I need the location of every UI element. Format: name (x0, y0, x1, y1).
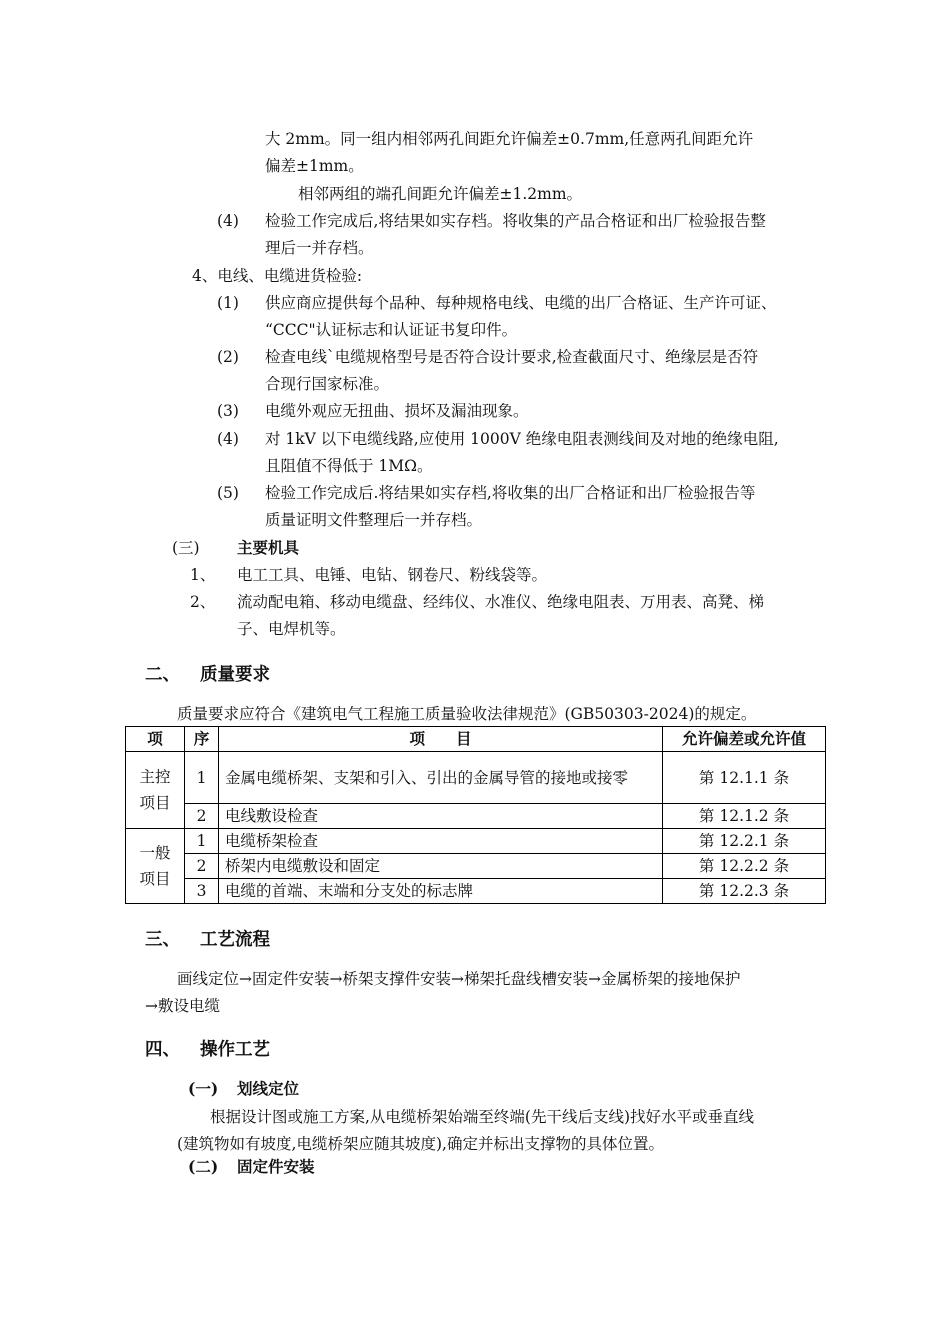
section-number: (一) (188, 1079, 219, 1098)
table-header: 项 (126, 727, 185, 752)
paragraph-line: 根据设计图或施工方案,从电缆桥架始端至终端(先干线后支线)找好水平或垂直线 (210, 1108, 755, 1126)
chapter-number: 二、 (145, 665, 180, 685)
chapter-number: 四、 (145, 1040, 180, 1060)
seq-cell: 2 (185, 804, 219, 829)
table-row (126, 854, 826, 879)
paragraph-line: 检验工作完成后,将结果如实存档。将收集的产品合格证和出厂检验报告整 (265, 212, 766, 230)
process-flow-line: 画线定位→固定件安装→桥架支撑件安装→梯架托盘线槽安装→金属桥架的接地保护 (177, 970, 741, 988)
subsection-heading: 4、电线、电缆进货检验: (192, 267, 363, 285)
list-item-text: 电工工具、电锤、电钻、钢卷尺、粉线袋等。 (237, 566, 548, 584)
section-title: 主要机具 (237, 538, 300, 557)
list-item-text: 检验工作完成后.将结果如实存档,将收集的出厂合格证和出厂检验报告等 (265, 484, 756, 502)
list-item-text: 且阻值不得低于 1MΩ。 (265, 457, 433, 475)
seq-cell: 2 (185, 854, 219, 879)
seq-cell: 1 (185, 752, 219, 804)
value-cell: 第 12.2.2 条 (663, 854, 826, 879)
table-row (126, 879, 826, 904)
value-cell: 第 12.2.3 条 (663, 879, 826, 904)
list-item-text: 流动配电箱、移动电缆盘、经纬仪、水准仪、绝缘电阻表、万用表、高凳、梯 (237, 593, 765, 611)
item-number: (4) (217, 430, 239, 448)
item-cell: 电缆的首端、末端和分支处的标志牌 (219, 879, 663, 904)
value-cell: 第 12.2.1 条 (663, 829, 826, 854)
list-item-text: 合现行国家标准。 (265, 375, 390, 393)
section-number: (三) (172, 539, 200, 557)
item-cell: 电线敷设检查 (219, 804, 663, 829)
list-item-text: 检查电线`电缆规格型号是否符合设计要求,检查截面尺寸、绝缘层是否符 (265, 348, 759, 366)
seq-cell: 1 (185, 829, 219, 854)
table-header: 允许偏差或允许值 (663, 727, 826, 752)
group-label: 一般项目 (126, 829, 185, 904)
table-header-row (126, 727, 826, 752)
chapter-title: 操作工艺 (200, 1040, 270, 1060)
table-row (126, 752, 826, 804)
quality-intro: 质量要求应符合《建筑电气工程施工质量验收法律规范》(GB50303-2024)的规定。 (177, 705, 757, 723)
table-row (126, 804, 826, 829)
item-number: (1) (217, 294, 239, 312)
chapter-title: 工艺流程 (200, 930, 270, 950)
process-flow-line: →敷设电缆 (145, 997, 220, 1015)
quality-table (125, 726, 826, 904)
table-header: 序 (185, 727, 219, 752)
list-item-text: 子、电焊机等。 (237, 620, 346, 638)
list-item-text: 电缆外观应无扭曲、损坏及漏油现象。 (265, 402, 529, 420)
seq-cell: 3 (185, 879, 219, 904)
paragraph-line: 偏差±1mm。 (265, 157, 364, 175)
item-number: (4) (217, 212, 239, 230)
section-number: (二) (188, 1157, 219, 1176)
paragraph-line: (建筑物如有坡度,电缆桥架应随其坡度),确定并标出支撑物的具体位置。 (177, 1135, 664, 1153)
item-cell: 桥架内电缆敷设和固定 (219, 854, 663, 879)
item-cell: 金属电缆桥架、支架和引入、引出的金属导管的接地或接零 (219, 752, 663, 804)
group-label: 主控项目 (126, 752, 185, 829)
item-number: 1、 (190, 566, 216, 584)
list-item-text: 质量证明文件整理后一并存档。 (265, 511, 483, 529)
paragraph-line: 大 2mm。同一组内相邻两孔间距允许偏差±0.7mm,任意两孔间距允许 (265, 130, 754, 148)
chapter-title: 质量要求 (200, 665, 270, 685)
list-item-text: 对 1kV 以下电缆线路,应使用 1000V 绝缘电阻表测线间及对地的绝缘电阻, (265, 430, 779, 448)
table-header: 项 目 (219, 727, 663, 752)
paragraph-line: 相邻两组的端孔间距允许偏差±1.2mm。 (298, 185, 583, 203)
item-cell: 电缆桥架检查 (219, 829, 663, 854)
chapter-number: 三、 (145, 930, 180, 950)
list-item-text: “CCC"认证标志和认证证书复印件。 (265, 321, 518, 339)
section-title: 划线定位 (237, 1079, 300, 1098)
item-number: (5) (217, 484, 239, 502)
paragraph-line: 理后一并存档。 (265, 239, 374, 257)
section-title: 固定件安装 (237, 1157, 315, 1176)
item-number: (3) (217, 402, 239, 420)
item-number: (2) (217, 348, 239, 366)
item-number: 2、 (190, 593, 216, 611)
list-item-text: 供应商应提供每个品种、每种规格电线、电缆的出厂合格证、生产许可证、 (265, 294, 777, 312)
value-cell: 第 12.1.1 条 (663, 752, 826, 804)
table-row (126, 829, 826, 854)
value-cell: 第 12.1.2 条 (663, 804, 826, 829)
